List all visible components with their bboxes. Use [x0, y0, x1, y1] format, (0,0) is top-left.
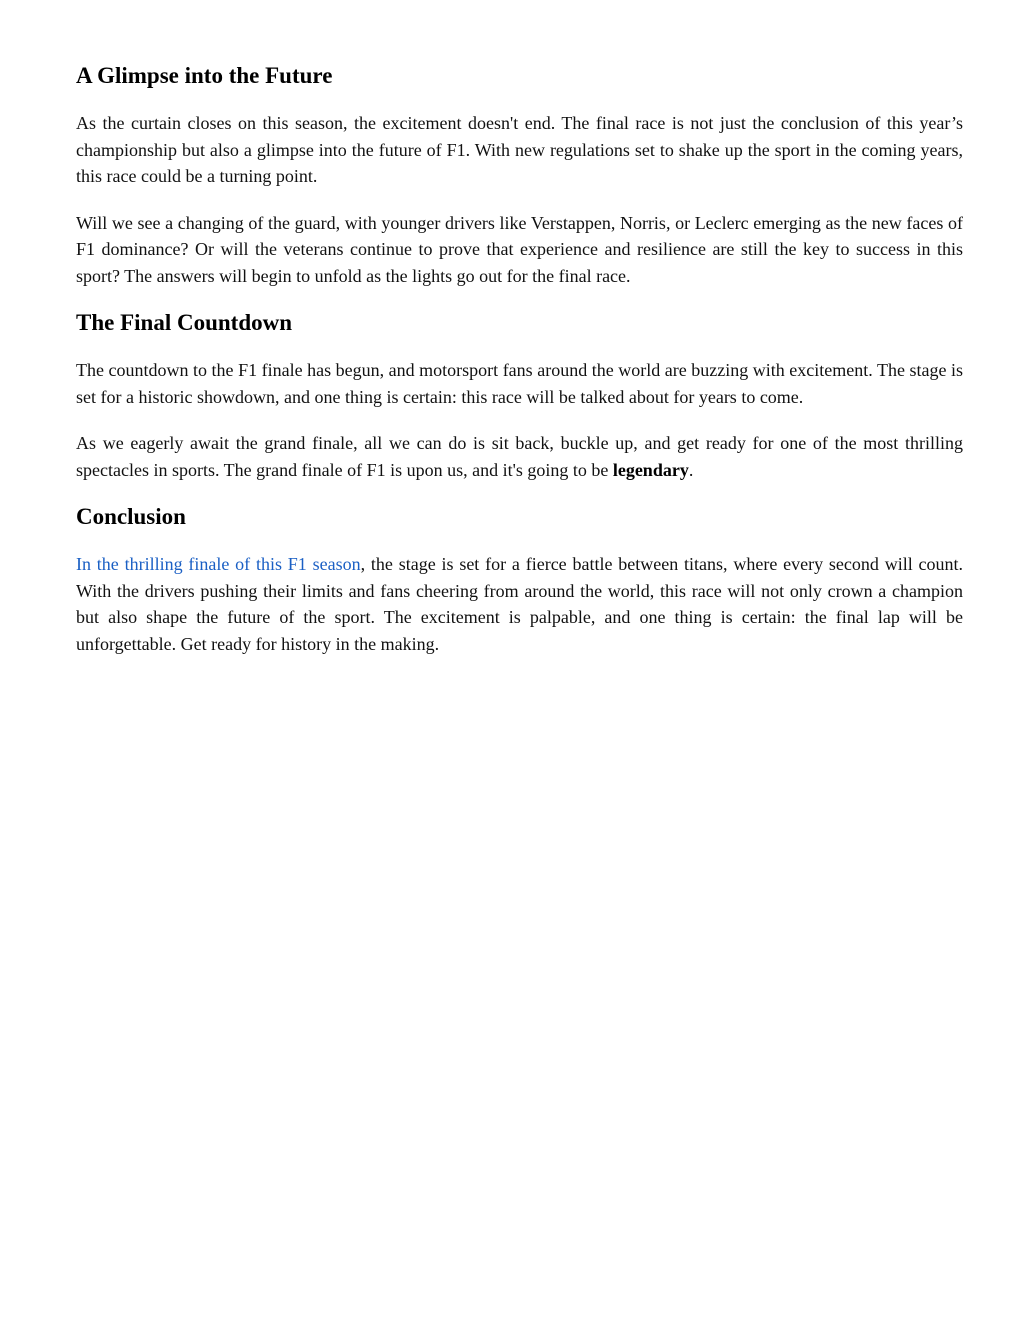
section-conclusion	[76, 503, 963, 657]
bold-emphasis: legendary	[612, 459, 689, 480]
paragraph	[76, 430, 963, 483]
paragraph-text: , the stage is set for a fierce battle between titans, where every second will count. With the drivers pushing their limits and fans cheering from around the world, this race will not only crown a champion but also shape the future of the sport. The excitement is palpable, and one thing is certain: the final lap will be unforgettable. Get ready for history in the making.	[76, 554, 963, 654]
section-heading: The Final Countdown	[76, 310, 293, 335]
paragraph	[76, 551, 963, 657]
paragraph: As the curtain closes on this season, the excitement doesn't end. The final race is not just the conclusion of this year’s championship but also a glimpse into the future of F1. With new regulations set to shake up the sport in the coming years, this race could be a turning point.	[76, 113, 963, 186]
section-heading: Conclusion	[76, 504, 186, 529]
paragraph: The countdown to the F1 finale has begun, and motorsport fans around the world are buzzing with excitement. The stage is set for a historic showdown, and one thing is certain: this race will be talked about for years to come.	[76, 360, 963, 407]
conclusion-link[interactable]: In the thrilling finale of this F1 season	[76, 554, 361, 574]
paragraph-text: .	[688, 459, 694, 480]
section-glimpse	[76, 62, 963, 289]
paragraph: Will we see a changing of the guard, with younger drivers like Verstappen, Norris, or Leclerc emerging as the new faces of F1 dominance? Or will the veterans continue to prove that experience and resilience are still the key to success in this sport? The answers will begin to unfold as the lights go out for the final race.	[76, 212, 963, 286]
paragraph-text: As we eagerly await the grand finale, all we can do is sit back, buckle up, and get ready for one of the most thrilling spectacles in sports. The grand finale of F1 is upon us, and it's going to be	[76, 433, 963, 480]
section-heading: A Glimpse into the Future	[76, 63, 333, 88]
section-final-countdown	[76, 309, 963, 483]
document-page	[76, 62, 963, 677]
